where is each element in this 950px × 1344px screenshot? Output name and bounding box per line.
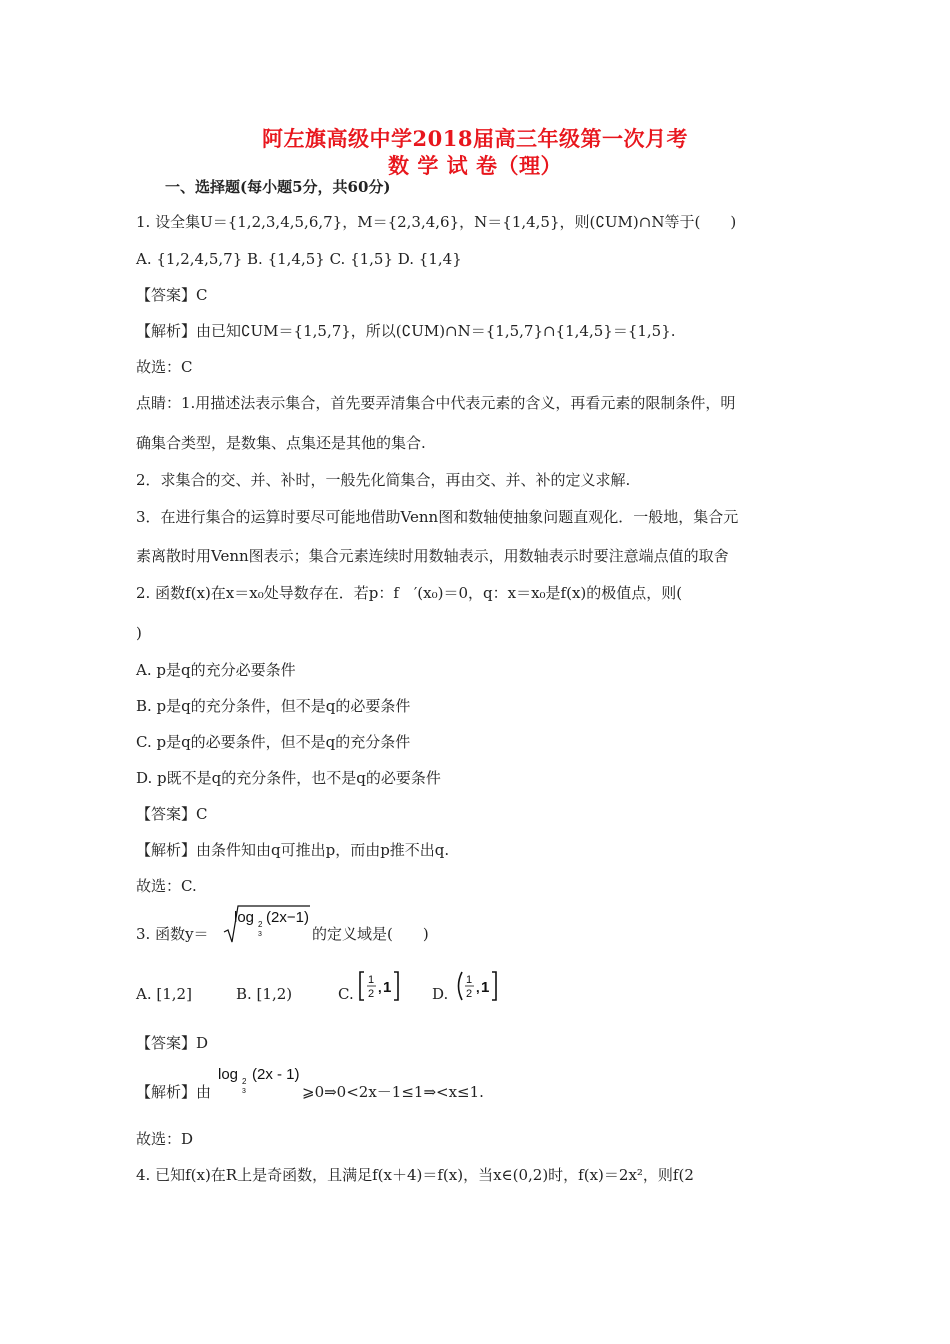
option-d-half-den: 2 xyxy=(466,988,473,1000)
question-2-option-a: A. p是q的充分必要条件 xyxy=(136,661,296,679)
question-3-analysis-log-base: 2 xyxy=(242,1077,247,1086)
question-3-radicand-arg: (2x−1) xyxy=(266,909,309,926)
question-2-option-c: C. p是q的必要条件，但不是q的充分条件 xyxy=(136,733,411,751)
exam-title: 阿左旗高级中学2018届高三年级第一次月考 xyxy=(262,126,688,151)
option-c-half-den: 2 xyxy=(368,988,375,1000)
question-4-stem: 4. 已知f(x)在R上是奇函数，且满足f(x＋4)＝f(x)，当x∈(0,2)时，f(x)＝2x²，则f(2 xyxy=(136,1166,694,1184)
interval-half-open-icon xyxy=(456,970,498,1004)
question-1-stem: 1. 设全集U＝{1,2,3,4,5,6,7}，M＝{2,3,4,6}，N＝{1,4,5}，则(∁UM)∩N等于( ) xyxy=(136,213,737,231)
svg-text:,: , xyxy=(476,980,480,995)
question-3-option-c-label: C. xyxy=(338,985,354,1003)
question-3-option-a: A. [1,2] xyxy=(136,985,192,1003)
question-3-log-base-den: 3 xyxy=(258,931,262,938)
option-d-end: 1 xyxy=(481,979,490,996)
option-c-half-num: 1 xyxy=(368,974,375,986)
question-3-analysis-suffix: ⩾0⇒0<2x－1≤1⇒<x≤1. xyxy=(302,1083,484,1101)
option-c-end: 1 xyxy=(383,979,392,996)
question-3-analysis-log-base-den: 3 xyxy=(242,1088,246,1095)
question-1-note: 素离散时用Venn图表示；集合元素连续时用数轴表示，用数轴表示时要注意端点值的取舍 xyxy=(136,547,729,565)
option-d-half-num: 1 xyxy=(466,974,473,986)
svg-text:,: , xyxy=(378,980,382,995)
question-1-answer: 【答案】C xyxy=(136,286,208,304)
question-2-answer: 【答案】C xyxy=(136,805,208,823)
question-1-note: 2．求集合的交、并、补时，一般先化简集合，再由交、并、补的定义求解. xyxy=(136,471,631,489)
interval-closed-icon xyxy=(358,970,400,1004)
question-3-option-d-label: D. xyxy=(432,985,449,1003)
question-3-answer: 【答案】D xyxy=(136,1034,209,1052)
question-3-analysis-prefix: 【解析】由 xyxy=(136,1083,212,1101)
question-3-option-b: B. [1,2) xyxy=(236,985,293,1003)
question-2-option-d: D. p既不是q的充分条件，也不是q的必要条件 xyxy=(136,769,441,787)
question-3-analysis-arg: (2x - 1) xyxy=(252,1066,300,1083)
question-3-choice: 故选：D xyxy=(136,1130,194,1148)
question-1-note: 确集合类型，是数集、点集还是其他的集合. xyxy=(136,434,426,452)
question-2-stem-cont: ) xyxy=(136,624,142,642)
question-2-stem: 2. 函数f(x)在x＝x₀处导数存在．若p：f ′(x₀)＝0，q：x＝x₀是f(x)的极值点，则( xyxy=(136,584,683,602)
question-2-option-b: B. p是q的充分条件，但不是q的必要条件 xyxy=(136,697,411,715)
question-1-note: 3．在进行集合的运算时要尽可能地借助Venn图和数轴使抽象问题直观化．一般地，集合元 xyxy=(136,508,739,526)
question-3-analysis-log: log xyxy=(218,1066,239,1083)
question-3-log: log xyxy=(234,909,255,926)
question-3-stem-prefix: 3. 函数y＝ xyxy=(136,925,209,943)
section-heading: 一、选择题(每小题5分，共60分) xyxy=(165,178,391,196)
question-1-options: A. {1,2,4,5,7} B. {1,4,5} C. {1,5} D. {1,4} xyxy=(136,250,462,268)
question-2-choice: 故选：C. xyxy=(136,877,197,895)
question-2-analysis: 【解析】由条件知由q可推出p，而由p推不出q. xyxy=(136,841,450,859)
question-1-note: 点睛：1.用描述法表示集合，首先要弄清集合中代表元素的含义，再看元素的限制条件，明 xyxy=(136,394,736,412)
question-1-analysis: 【解析】由已知∁UM＝{1,5,7}，所以(∁UM)∩N＝{1,5,7}∩{1,4,5}＝{1,5}. xyxy=(136,322,676,340)
exam-subtitle: 数 学 试 卷（理） xyxy=(388,153,562,178)
question-3-log-base: 2 xyxy=(258,920,263,929)
question-3-stem-suffix: 的定义域是( ) xyxy=(312,925,429,943)
question-1-choice: 故选：C xyxy=(136,358,193,376)
